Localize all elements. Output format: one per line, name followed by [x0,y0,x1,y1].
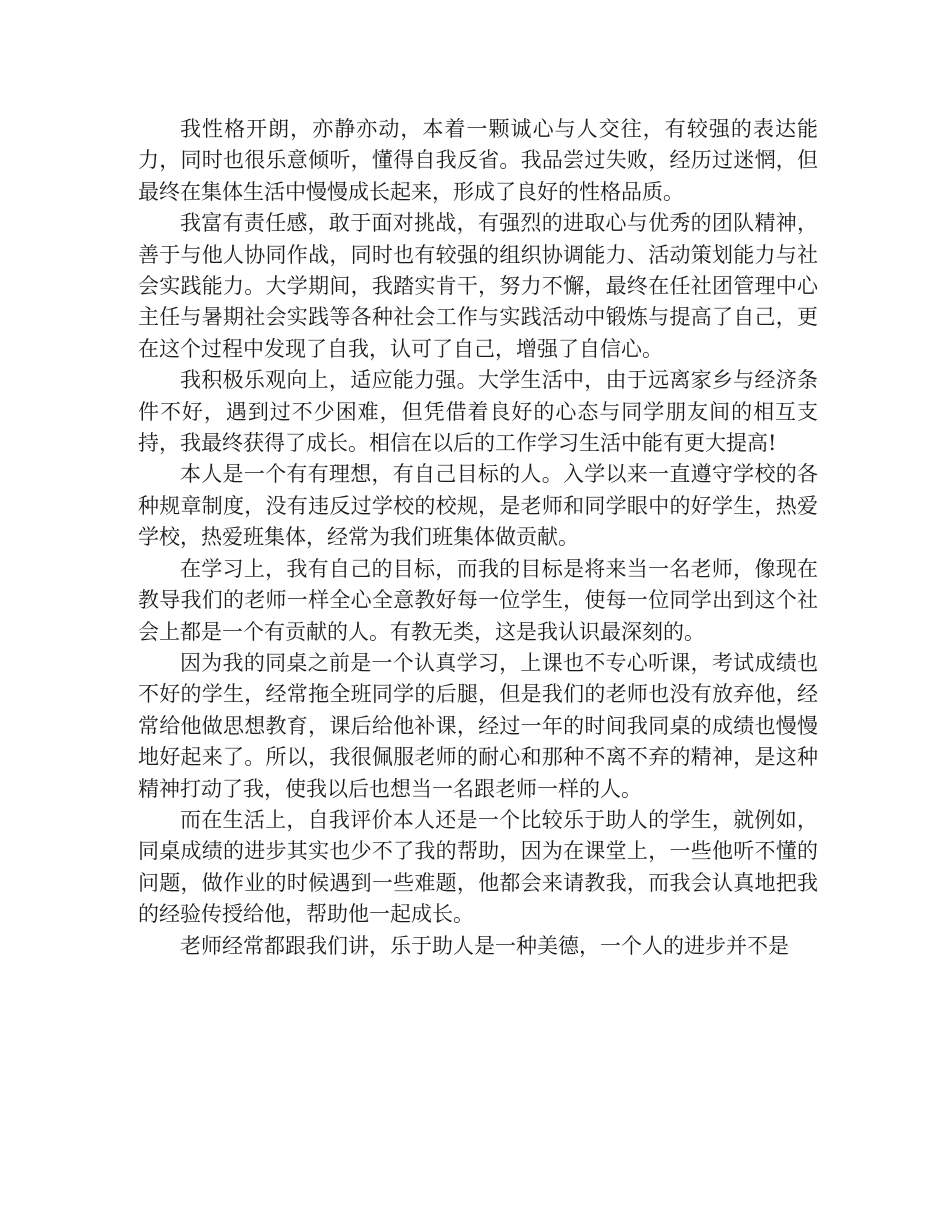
paragraph-study-goal: 在学习上，我有自己的目标，而我的目标是将来当一名老师，像现在教导我们的老师一样全心全意教好每一位学生，使每一位同学出到这个社会上都是一个有贡献的人。有教无类，这是我认识最深刻的。 [138,556,818,644]
paragraph-optimism: 我积极乐观向上，适应能力强。大学生活中，由于远离家乡与经济条件不好，遇到过不少困难，但凭借着良好的心态与同学朋友间的相互支持，我最终获得了成长。相信在以后的工作学习生活中能有更大提高! [138,368,818,456]
paragraph-ideals: 本人是一个有有理想，有自己目标的人。入学以来一直遵守学校的各种规章制度，没有违反过学校的校规，是老师和同学眼中的好学生，热爱学校，热爱班集体，经常为我们班集体做贡献。 [138,462,818,550]
paragraph-personality: 我性格开朗，亦静亦动，本着一颗诚心与人交往，有较强的表达能力，同时也很乐意倾听，懂得自我反省。我品尝过失败，经历过迷惘，但最终在集体生活中慢慢成长起来，形成了良好的性格品质。 [138,117,818,204]
paragraph-responsibility: 我富有责任感，敢于面对挑战，有强烈的进取心与优秀的团队精神，善于与他人协同作战，同时也有较强的组织协调能力、活动策划能力与社会实践能力。大学期间，我踏实肯干，努力不懈，最终在任社团管理中心主任与暑期社会实践等各种社会工作与实践活动中锻炼与提高了自己，更在这个过程中发现了自我，认可了自己，增强了自信心。 [138,211,818,361]
paragraph-helping: 而在生活上，自我评价本人还是一个比较乐于助人的学生，就例如，同桌成绩的进步其实也少不了我的帮助，因为在课堂上，一些他听不懂的问题，做作业的时候遇到一些难题，他都会来请教我，而我会认真地把我的经验传授给他，帮助他一起成长。 [138,807,818,927]
document-body [138,114,818,962]
paragraph-teacher-advice: 老师经常都跟我们讲，乐于助人是一种美德，一个人的进步并不是 [180,933,789,958]
paragraph-deskmate: 因为我的同桌之前是一个认真学习，上课也不专心听课，考试成绩也不好的学生，经常拖全班同学的后腿，但是我们的老师也没有放弃他，经常给他做思想教育，课后给他补课，经过一年的时间我同桌的成绩也慢慢地好起来了。所以，我很佩服老师的耐心和那种不离不弃的精神，是这种精神打动了我，使我以后也想当一名跟老师一样的人。 [138,650,818,801]
